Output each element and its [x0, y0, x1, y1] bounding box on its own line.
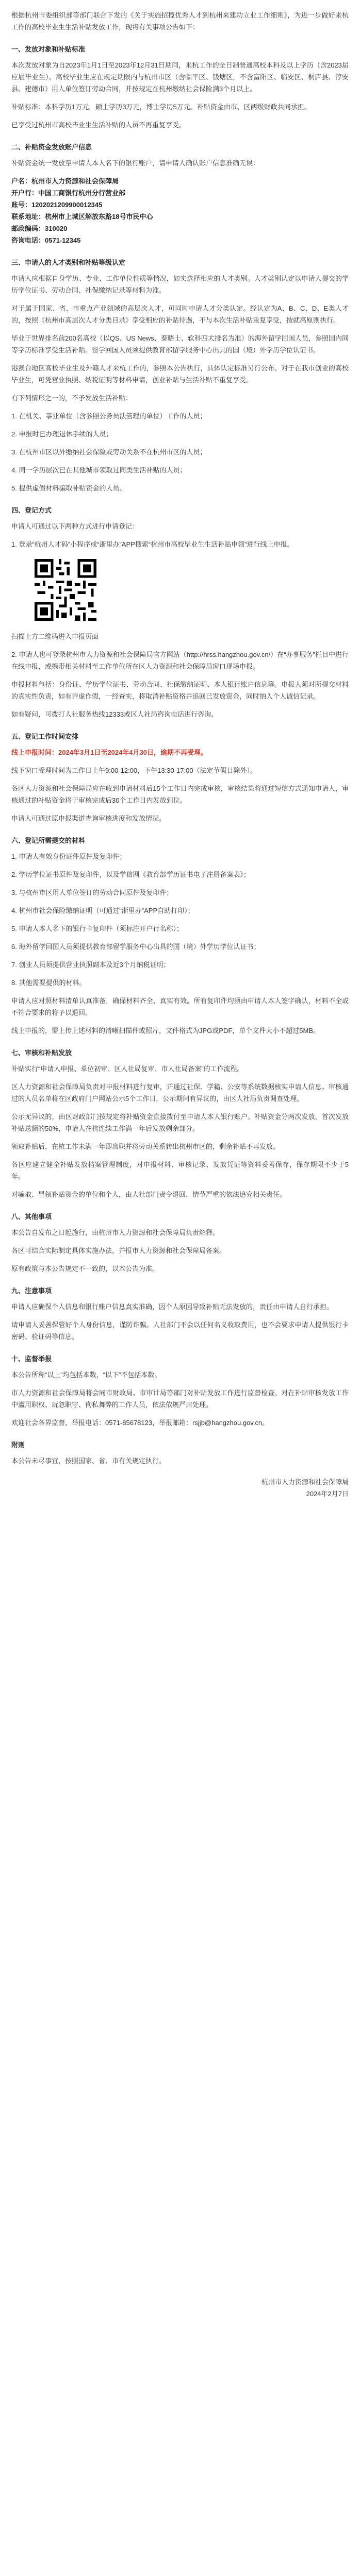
- list-item: 1. 申请人有效身份证件原件及复印件；: [11, 853, 126, 860]
- paragraph: 毕业于世界排名前200名高校（以QS、US News、泰晤士、软科四大排名为准）的海外留学回国人员，参照国内同等学历标准享受生活补贴。留学回国人员须提供教育部留学服务中心出具的国（境）外学历学位认证书。: [11, 334, 349, 354]
- list-item: 4. 同一学历层次已在其他城市领取过同类生活补贴的人员；: [11, 466, 187, 474]
- paragraph: 2. 申请人也可登录杭州市人力资源和社会保障局官方网站（http://hrss.hangzhou.gov.cn/）在“办事服务”栏目中进行在线申报，或携带相关材料至工作单位所在区人力资源和社会保障局窗口现场申报。: [11, 651, 349, 670]
- issue-date: 2024年2月7日: [306, 1490, 349, 1498]
- section-heading: 三、申请人的人才类别和补贴等级认定: [11, 259, 126, 266]
- paragraph: 申请人应根据自身学历、专业、工作单位性质等情况，如实选择相应的人才类别。人才类别认定以申请人提交的学历学位证书、劳动合同、社保缴纳记录等材料为准。: [11, 275, 349, 294]
- account-info-line: 账号：1202021209900012345: [11, 201, 103, 209]
- paragraph: 申请人应确保个人信息和银行账户信息真实准确，因个人原因导致补贴无法发放的，责任由申请人自行承担。: [11, 1303, 334, 1311]
- paragraph: 各区人力资源和社会保障局应在收到申请材料后15个工作日内完成审核，审核结果将通过短信方式通知申请人，审核通过的补贴资金将于审核完成后30个工作日内发放到位。: [11, 785, 349, 804]
- list-item: 2. 申报时已办理退休手续的人员；: [11, 430, 113, 438]
- account-info-line: 联系地址：杭州市上城区解放东路18号市民中心: [11, 213, 153, 221]
- list-item: 7. 创业人员须提供营业执照副本及近3个月纳税证明；: [11, 961, 170, 969]
- paragraph: 申请人应对照材料清单认真准备，确保材料齐全、真实有效。所有复印件均须由申请人本人签字确认，材料不全或不符合要求的将予以退回。: [11, 997, 349, 1016]
- paragraph: 申请人可通过原申报渠道查询审核进度和发放情况。: [11, 815, 166, 822]
- paragraph: 申报材料包括：身份证、学历学位证书、劳动合同、社保缴纳证明、本人银行账户信息等。申报人须对所提交材料的真实性负责，如有弄虚作假，一经查实，将取消补贴资格并追回已发放资金，同时纳入个人诚信记录。: [11, 681, 349, 700]
- section-heading: 四、登记方式: [11, 506, 52, 514]
- section-heading: 一、发放对象和补贴标准: [11, 45, 86, 53]
- paragraph: 补贴资金统一发放至申请人本人名下的银行账户，请申请人确认账户信息准确无误：: [11, 159, 260, 167]
- list-item: 1. 在机关、事业单位（含参照公务员法管理的单位）工作的人员；: [11, 412, 207, 420]
- qr-caption: 扫描上方二维码进入申报页面: [11, 633, 99, 640]
- paragraph: 申请人可通过以下两种方式进行申请登记：: [11, 522, 139, 530]
- paragraph: 补贴标准：本科学历1万元，硕士学历3万元，博士学历5万元。补贴资金由市、区两级财政共同承担。: [11, 103, 311, 111]
- list-item: 2. 学历学位证书原件及复印件，以及学信网《教育部学历证书电子注册备案表》；: [11, 871, 250, 878]
- paragraph: 欢迎社会各界监督，举报电话：0571-85678123，举报邮箱：rsjjb@hangzhou.gov.cn。: [11, 1419, 269, 1427]
- qr-code-block: [32, 556, 349, 623]
- section-heading: 附则: [11, 1441, 25, 1449]
- section-heading: 五、登记工作时间安排: [11, 733, 79, 740]
- issuing-organization: 杭州市人力资源和社会保障局: [261, 1478, 349, 1486]
- list-item: 5. 提供虚假材料骗取补贴资金的人员。: [11, 484, 126, 492]
- paragraph: 本公告未尽事宜，按照国家、省、市有关规定执行。: [11, 1457, 166, 1465]
- paragraph: 市人力资源和社会保障局将会同市财政局、市审计局等部门对补贴发放工作进行监督检查。对在补贴审核发放工作中滥用职权、玩忽职守、徇私舞弊的工作人员，依法依规严肃处理。: [11, 1389, 349, 1409]
- paragraph: 有下列情形之一的，不予发放生活补贴：: [11, 394, 133, 402]
- section-heading: 八、其他事项: [11, 1213, 52, 1221]
- paragraph: 线下窗口受理时间为工作日上午9:00-12:00，下午13:30-17:00（法定节假日除外）。: [11, 767, 257, 774]
- paragraph: 原有政策与本公告规定不一致的，以本公告为准。: [11, 1265, 159, 1273]
- paragraph: 线上申报的，需上传上述材料的清晰扫描件或照片，文件格式为JPG或PDF，单个文件大小不超过5MB。: [11, 1027, 320, 1035]
- list-item: 5. 申请人本人名下的银行卡复印件（须标注开户行名称）；: [11, 925, 183, 933]
- account-info-line: 开户行：中国工商银行杭州分行营业部: [11, 189, 126, 197]
- section-heading: 十、监督举报: [11, 1355, 52, 1363]
- paragraph: 1. 登录“杭州人才码”小程序或“浙里办”APP搜索“杭州市高校毕业生生活补贴申领”进行线上申报。: [11, 540, 294, 548]
- paragraph: 公示无异议的，由区财政部门按规定将补贴资金直接拨付至申请人本人银行账户。补贴资金分两次发放，首次发放补贴总额的50%，申请人在杭连续工作满一年后发放剩余部分。: [11, 1113, 349, 1132]
- list-item: 6. 海外留学回国人员须提供教育部留学服务中心出具的国（境）外学历学位认证书；: [11, 943, 260, 951]
- list-item: 3. 在杭州市区以外缴纳社会保险或劳动关系不在杭州市区的人员；: [11, 448, 207, 456]
- paragraph: 本公告自发布之日起施行，由杭州市人力资源和社会保障局负责解释。: [11, 1229, 220, 1236]
- paragraph: 各区应建立健全补贴发放档案管理制度，对申报材料、审核记录、发放凭证等资料妥善保存，保存期限不少于5年。: [11, 1161, 349, 1180]
- paragraph: 如有疑问，可拨打人社服务热线12333或区人社局咨询电话进行咨询。: [11, 710, 218, 718]
- account-info-line: 户名：杭州市人力资源和社会保障局: [11, 177, 119, 185]
- paragraph: 各区可结合实际制定具体实施办法，并报市人力资源和社会保障局备案。: [11, 1247, 226, 1255]
- paragraph: 港澳台地区高校毕业生及外籍人才来杭工作的，参照本公告执行，具体认定标准另行公布。对于在我市创业的高校毕业生，可凭营业执照、纳税证明等材料申请，创业补贴与生活补贴不重复享受。: [11, 364, 349, 384]
- paragraph: 本次发放对象为自2023年1月1日至2023年12月31日期间，来杭工作的全日制普通高校本科及以上学历（含2023届应届毕业生）。高校毕业生应在规定期限内与杭州市区（含临平区、钱塘区，不含富阳区、临安区、桐庐县、淳安县、建德市）用人单位签订劳动合同，并按规定在杭州缴纳社会保险满3个月以上。: [11, 61, 349, 93]
- paragraph: 领取补贴后，在杭工作未满一年即离职并将劳动关系转出杭州市区的，剩余补贴不再发放。: [11, 1143, 280, 1150]
- intro-paragraph: 根据杭州市委组织部等部门联合下发的《关于实施招揽优秀人才到杭州来建功立业工作细则》，为进一步做好来杭工作的高校毕业生生活补贴发放工作，现将有关事项公告如下：: [11, 11, 349, 31]
- list-item: 4. 杭州市社会保险缴纳证明（可通过“浙里办”APP自助打印）；: [11, 907, 194, 914]
- account-info-block: [11, 175, 349, 246]
- paragraph: 对于属于国家、省、市重点产业领域的高层次人才，可同时申请人才分类认定。经认定为A、B、C、D、E类人才的，按照《杭州市高层次人才分类目录》享受相应的补贴待遇，不与本次生活补贴重复享受，按就高原则执行。: [11, 304, 349, 324]
- paragraph: 补贴实行“申请人申报、单位初审、区人社局复审、市人社局备案”的工作流程。: [11, 1065, 244, 1073]
- signature-block: [11, 1476, 349, 1500]
- paragraph: 请申请人妥善保管好个人身份信息，谨防诈骗。人社部门不会以任何名义收取费用，也不会要求申请人提供银行卡密码、验证码等信息。: [11, 1321, 349, 1341]
- section-heading: 六、登记所需提交的材料: [11, 837, 86, 844]
- qr-code-icon[interactable]: [32, 556, 99, 623]
- paragraph: 已享受过杭州市高校毕业生生活补贴的人员不再重复享受。: [11, 121, 186, 129]
- account-info-line: 邮政编码：310020: [11, 225, 68, 232]
- account-info-line: 咨询电话：0571-12345: [11, 236, 81, 244]
- list-item: 8. 其他需要提供的材料。: [11, 979, 86, 987]
- section-heading: 九、注意事项: [11, 1287, 52, 1295]
- paragraph: 本公告所称“以上”均包括本数，“以下”不包括本数。: [11, 1371, 161, 1379]
- section-heading: 二、补贴资金发放账户信息: [11, 143, 92, 151]
- paragraph: 区人力资源和社会保障局负责对申报材料进行复审，并通过社保、学籍、公安等系统数据核实申请人信息。审核通过的人员名单将在区政府门户网站公示5个工作日，公示期间有异议的，由区人社局负责调查处理。: [11, 1083, 349, 1103]
- paragraph: 对骗取、冒领补贴资金的单位和个人，由人社部门责令退回，情节严重的依法追究相关责任。: [11, 1191, 287, 1198]
- deadline-paragraph: 线上申报时间：2024年3月1日至2024年4月30日，逾期不再受理。: [11, 749, 207, 756]
- section-heading: 七、审核和补贴发放: [11, 1049, 72, 1057]
- list-item: 3. 与杭州市区用人单位签订的劳动合同原件及复印件；: [11, 889, 173, 896]
